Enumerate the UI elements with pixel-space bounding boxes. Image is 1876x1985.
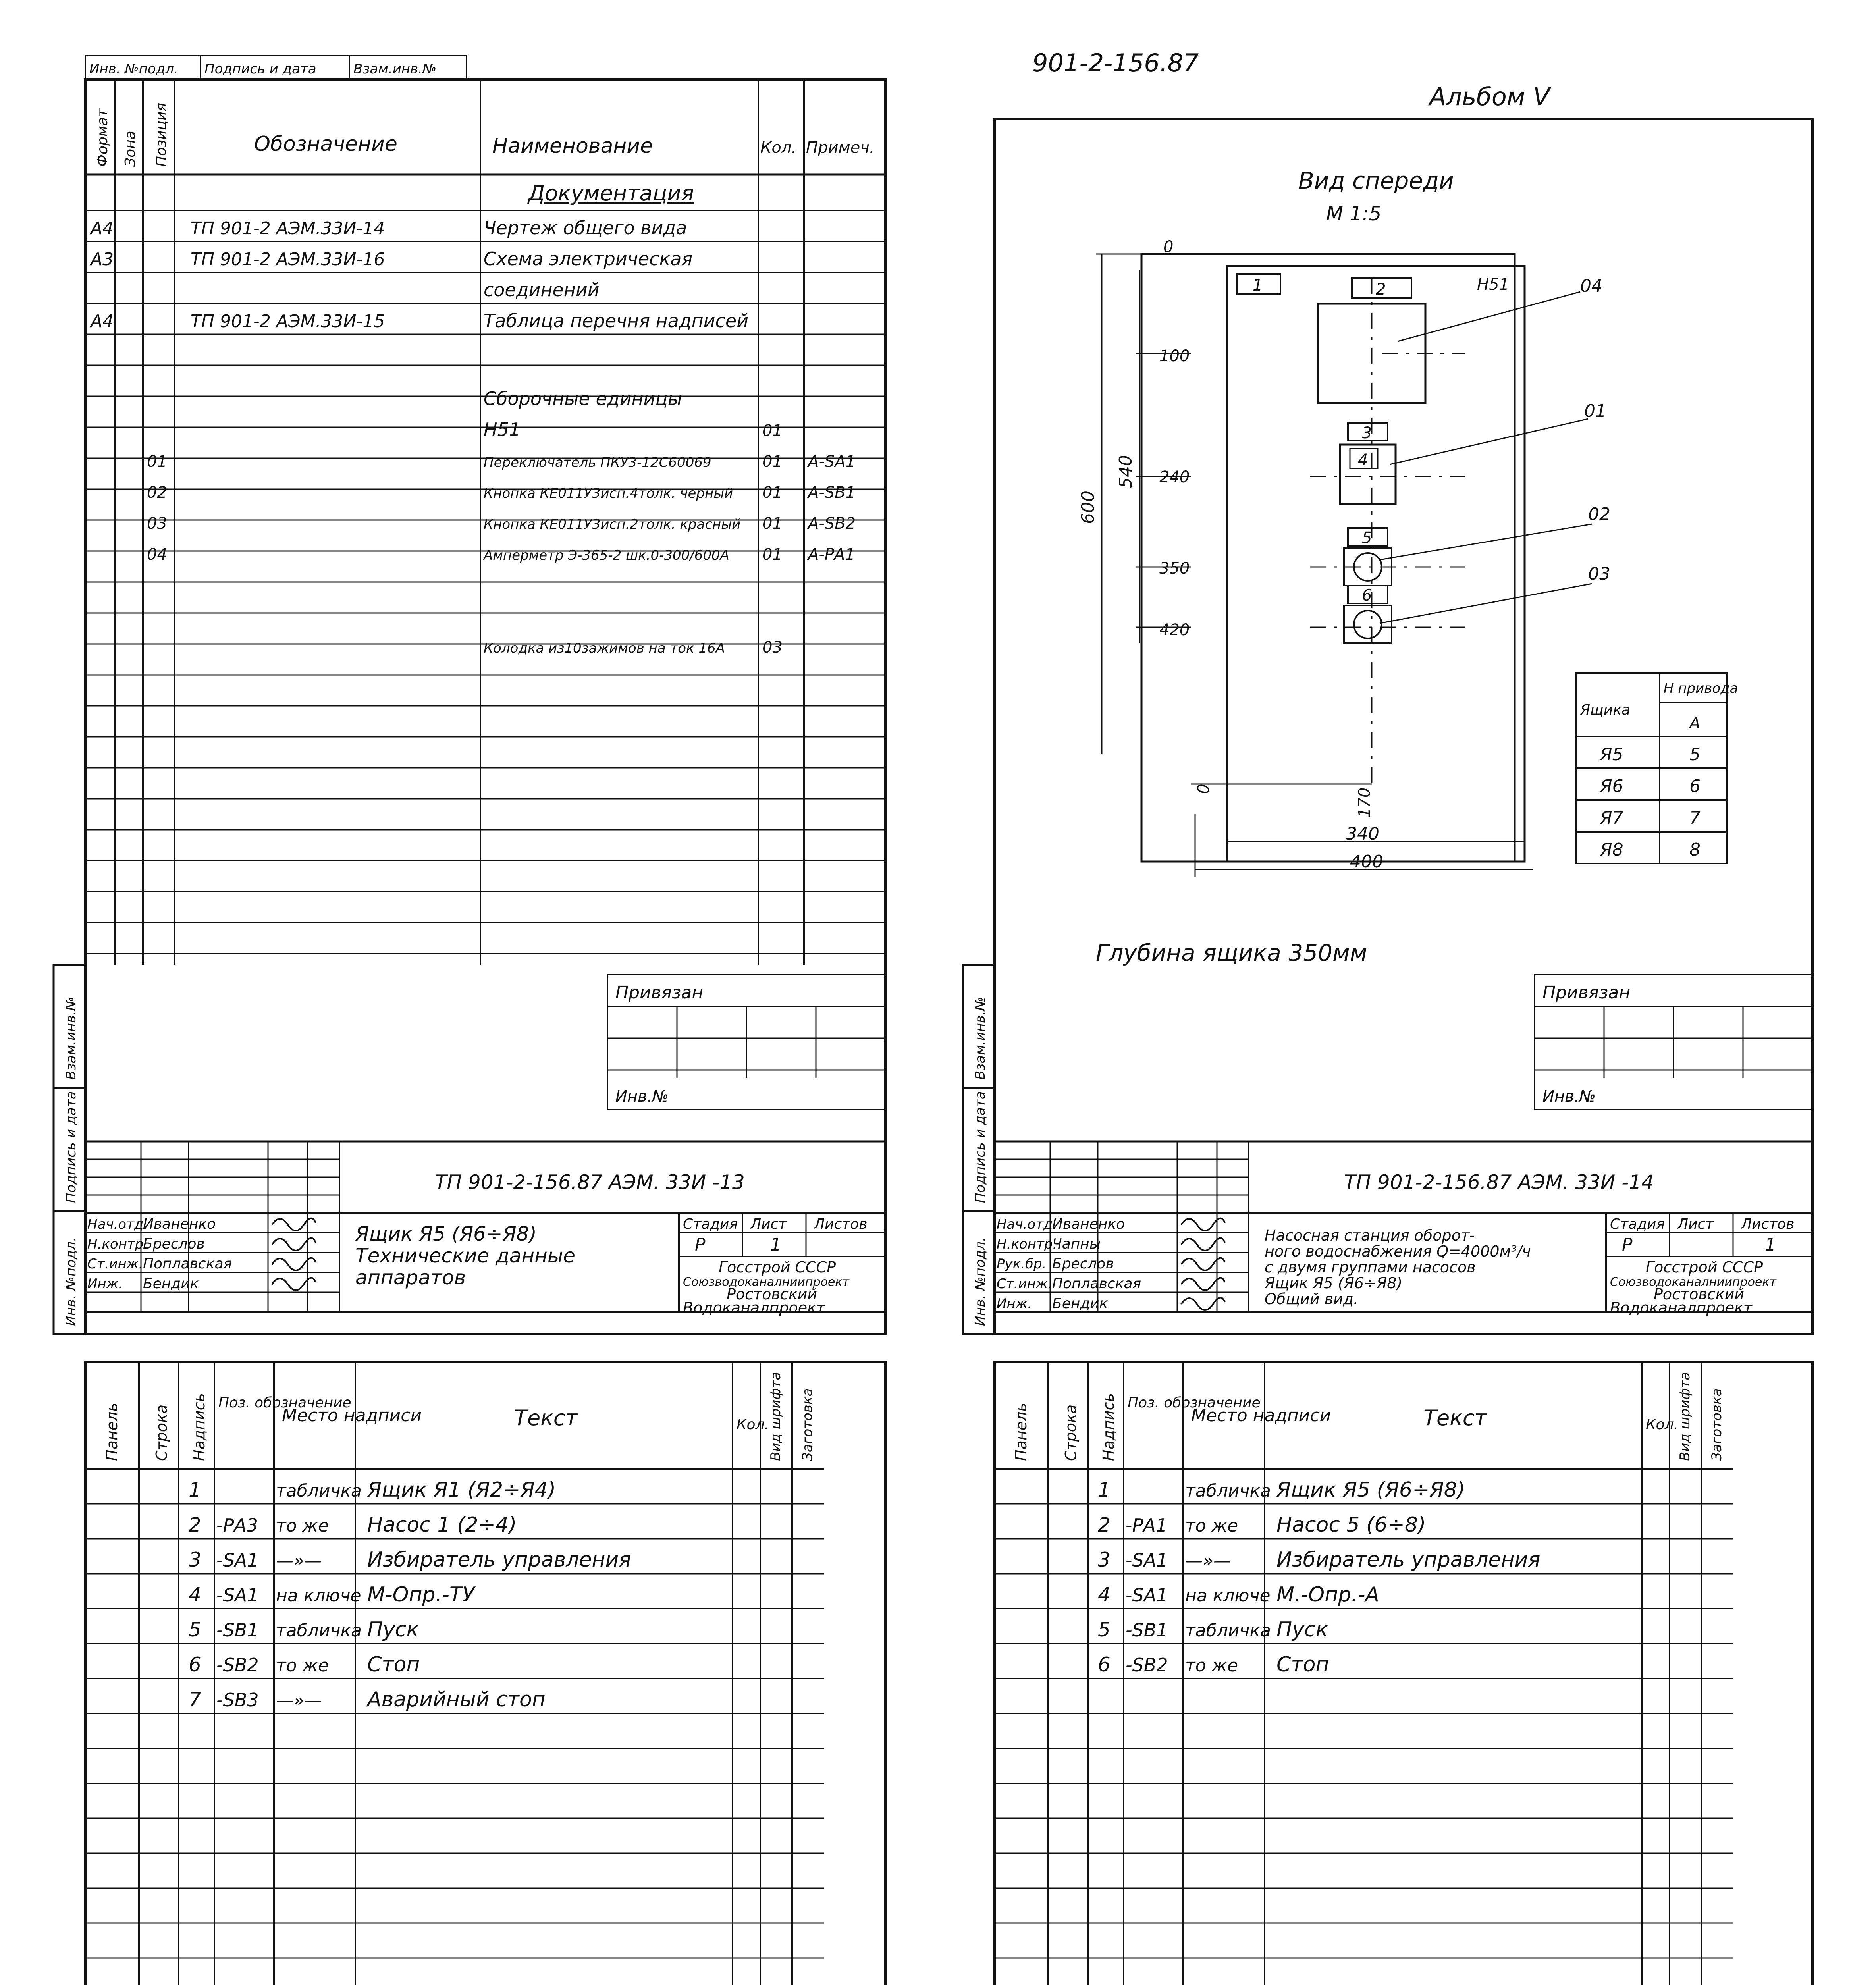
inscr-row-num: 1 [189, 1478, 201, 1501]
spec-row-name: Сборочные единицы [484, 388, 683, 409]
inscr-row-pos: -SB2 [216, 1654, 259, 1676]
person-name: Иваненко [143, 1216, 216, 1232]
inscr-row-place: —»— [276, 1690, 322, 1711]
org-line: Ростовский [727, 1285, 817, 1303]
inscr-row-place: на ключе [1185, 1586, 1271, 1606]
inscr-row-num: 4 [189, 1583, 201, 1606]
drive-table-drive: 6 [1689, 776, 1701, 796]
spec-hdr-name: Наименование [492, 134, 653, 158]
person-name: Бреслов [1052, 1256, 1114, 1272]
inscr-hdr-blank: Заготовка [1709, 1388, 1725, 1461]
person-name: Бендик [143, 1276, 199, 1292]
spec-row-designation: ТП 901-2 АЭМ.33И-14 [191, 218, 385, 239]
spec-row-qty: 01 [762, 453, 783, 471]
inv-label: Инв.№ [1542, 1087, 1596, 1106]
inscr-row-num: 3 [189, 1548, 201, 1571]
spec-row-note: А-SB2 [808, 515, 856, 533]
spec-row-format: A3 [91, 249, 114, 270]
sheets-label: Листов [814, 1216, 868, 1232]
sheets-value: 1 [1765, 1235, 1776, 1255]
label-box-5-text: 5 [1362, 529, 1372, 547]
spec-row-note: А-SA1 [808, 453, 856, 471]
sheet-value: 1 [770, 1235, 781, 1255]
spec-hdr-format: Формат [94, 108, 111, 167]
signature [272, 1278, 316, 1290]
inscr-row-pos: -РА3 [216, 1515, 258, 1536]
drive-table-drive: 7 [1689, 808, 1701, 828]
inscr-row-text: Стоп [367, 1653, 420, 1677]
sheet-title-line: Ящик Я5 (Я6÷Я8) [355, 1222, 537, 1245]
inscr-row-place: на ключе [276, 1586, 361, 1606]
spec-row-name: Кнопка КЕ011У3исп.2толк. красный [484, 516, 741, 532]
org-line: Водоканалпроект [683, 1299, 825, 1316]
signature [1181, 1298, 1225, 1310]
spec-row-name: Амперметр Э-365-2 шк.0-300/600А [484, 547, 729, 563]
sheet-label: Лист [750, 1216, 787, 1232]
drive-table [1576, 673, 1738, 863]
sheet-title-line: Общий вид. [1265, 1290, 1359, 1308]
dim-170: 170 [1355, 787, 1374, 818]
inscr-row-place: —»— [276, 1551, 322, 1571]
person-role: Рук.бр. [997, 1256, 1047, 1272]
dim-240: 240 [1159, 468, 1190, 486]
inscr-left-sheet [85, 1362, 885, 1985]
sheet-title-line: ного водоснабжения Q=4000м³/ч [1265, 1243, 1531, 1260]
stage-value: Р [1622, 1235, 1633, 1255]
inscr-row-text: Насос 5 (6÷8) [1276, 1513, 1426, 1537]
spec-row-qty: 01 [762, 422, 783, 440]
dim-0-horizontal: 0 [1195, 784, 1213, 794]
person-role: Н.контр. [997, 1236, 1057, 1252]
drive-table-unit: А [1689, 714, 1701, 732]
drive-table-box: Я6 [1600, 776, 1623, 796]
spec-row-qty: 01 [762, 545, 783, 564]
inscr-hdr-blank: Заготовка [800, 1388, 816, 1461]
drive-table-col1: Ящика [1580, 702, 1631, 718]
stage-label: Стадия [1610, 1216, 1665, 1232]
sheet-title-line: Ящик Я5 (Я6÷Я8) [1265, 1274, 1403, 1292]
spec-row-qty: 01 [762, 484, 783, 502]
inscr-hdr-qty: Кол. [1646, 1416, 1679, 1433]
spec-row-pos: 03 [147, 515, 167, 533]
spec-row-designation: ТП 901-2 АЭМ.33И-16 [191, 249, 385, 270]
inscr-hdr-qty: Кол. [737, 1416, 769, 1433]
dim-100: 100 [1159, 347, 1190, 365]
inscr-hdr-text: Текст [514, 1405, 578, 1430]
signature [272, 1218, 316, 1231]
person-name: Поплавская [143, 1256, 232, 1272]
person-name: Бендик [1052, 1295, 1108, 1312]
spec-row-qty: 03 [762, 638, 783, 657]
inscr-row-place: то же [276, 1655, 329, 1676]
inscr-row-pos: -SA1 [216, 1549, 259, 1571]
inscr-row-text: Избиратель управления [367, 1548, 631, 1572]
signature [1181, 1278, 1225, 1290]
drive-table-col2: Н привода [1664, 680, 1738, 696]
margin-sign-label: Подпись и дата [972, 1091, 988, 1203]
enclosure-outer [1141, 254, 1515, 861]
spec-rows [89, 217, 856, 657]
inscr-row-text: Стоп [1276, 1653, 1329, 1677]
inscr-row-num: 6 [189, 1653, 201, 1676]
sheets-label: Листов [1741, 1216, 1795, 1232]
privyazan-label: Привязан [615, 983, 704, 1003]
top-inv-label: Инв. №подл. [89, 61, 178, 77]
dim-600: 600 [1078, 491, 1098, 524]
person-role: Ст.инж. [87, 1256, 143, 1272]
header-code: 901-2-156.87 [1032, 48, 1199, 77]
inscr-hdr-text: Текст [1423, 1405, 1487, 1430]
label-box-4-text: 4 [1358, 451, 1368, 469]
dim-400: 400 [1350, 852, 1383, 872]
inscr-row-num: 5 [1098, 1618, 1111, 1641]
margin-inv-label: Инв. №подл. [972, 1237, 988, 1326]
signature [1181, 1238, 1225, 1251]
inscr-row-text: Пуск [1276, 1618, 1328, 1642]
stage-label: Стадия [683, 1216, 738, 1232]
sheet-title-line: Технические данные [355, 1244, 576, 1267]
spec-row-designation: ТП 901-2 АЭМ.33И-15 [191, 311, 385, 331]
margin-replace-label: Взам.инв.№ [63, 996, 79, 1080]
person-name: Поплавская [1052, 1276, 1141, 1292]
person-role: Н.контр. [87, 1236, 148, 1252]
inscr-row-text: Насос 1 (2÷4) [367, 1513, 517, 1537]
person-role: Ст.инж. [997, 1276, 1053, 1292]
person-role: Нач.отд. [997, 1216, 1057, 1232]
inscr-hdr-row: Строка [153, 1404, 170, 1461]
spec-row-name: Переключатель ПКУ3-12С60069 [484, 455, 711, 470]
person-name: Иваненко [1052, 1216, 1125, 1232]
label-box-1-text: 1 [1253, 276, 1263, 295]
spec-row-format: A4 [91, 311, 114, 331]
title-block [995, 975, 1812, 1316]
sheet-title-line: аппаратов [355, 1266, 466, 1289]
inscr-row-place: то же [276, 1516, 329, 1536]
margin-sign-label: Подпись и дата [63, 1091, 79, 1203]
inscr-hdr-row: Строка [1062, 1404, 1080, 1461]
spec-row-name: Н51 [484, 419, 521, 440]
spec-hdr-designation: Обозначение [254, 132, 397, 156]
spec-row-name: соединений [484, 279, 600, 301]
signature [1181, 1258, 1225, 1270]
sheet-label: Лист [1677, 1216, 1714, 1232]
inscr-hdr-font: Вид шрифта [768, 1372, 784, 1461]
inscr-row-text: М.-Опр.-А [1276, 1583, 1379, 1607]
spec-section-docs: Документация [528, 181, 694, 206]
dim-420: 420 [1159, 621, 1190, 639]
sheet-title-line: Насосная станция оборот- [1265, 1227, 1475, 1244]
inscr-row-place: —»— [1185, 1551, 1231, 1571]
inscr-row-pos: -SA1 [1126, 1584, 1168, 1606]
spec-hdr-note: Примеч. [806, 139, 875, 157]
org-line: Ростовский [1654, 1285, 1745, 1303]
enclosure-door [1227, 266, 1525, 861]
drive-table-box: Я8 [1600, 840, 1623, 860]
inscr-row-pos: -РА1 [1126, 1515, 1168, 1536]
spec-row-pos: 02 [147, 484, 167, 502]
spec-row-qty: 01 [762, 515, 783, 533]
inscr-hdr-place: Место надписи [282, 1405, 422, 1426]
spec-row-pos: 01 [147, 453, 167, 471]
inscr-row-place: табличка [1185, 1481, 1271, 1501]
inscr-hdr-inscr: Надпись [1100, 1393, 1117, 1461]
person-role: Инж. [997, 1296, 1032, 1312]
signature [1181, 1218, 1225, 1231]
dim-0-top: 0 [1163, 238, 1174, 256]
depth-note: Глубина ящика 350мм [1096, 939, 1367, 966]
inscr-row-text: Ящик Я5 (Я6÷Я8) [1276, 1478, 1465, 1502]
top-margin-boxes [85, 56, 467, 79]
spec-row-format: A4 [91, 218, 114, 239]
label-box-3-text: 3 [1362, 424, 1372, 442]
spec-hdr-qty: Кол. [760, 139, 797, 157]
privyazan-label: Привязан [1542, 983, 1631, 1003]
inscr-row-text: М-Опр.-ТУ [367, 1583, 475, 1607]
spec-row-note: А-РА1 [808, 545, 855, 564]
inscr-row-place: табличка [276, 1481, 362, 1501]
inscr-row-pos: -SB1 [1126, 1619, 1168, 1641]
drive-table-drive: 8 [1689, 840, 1701, 860]
inscr-row-num: 2 [189, 1513, 201, 1536]
label-box-2-text: 2 [1376, 280, 1386, 299]
inscr-row-text: Аварийный стоп [367, 1688, 546, 1711]
inscr-row-place: то же [1185, 1516, 1238, 1536]
margin-inv-label: Инв. №подл. [63, 1237, 79, 1326]
callout-02: 02 [1588, 504, 1610, 524]
callout-04: 04 [1580, 276, 1602, 296]
inscr-hdr-pos: Поз. обозначение [1128, 1395, 1261, 1411]
inscr-row-num: 4 [1098, 1583, 1111, 1606]
margin-replace-label: Взам.инв.№ [972, 996, 988, 1080]
inscr-row-num: 2 [1098, 1513, 1111, 1536]
view-scale: М 1:5 [1326, 202, 1382, 225]
spec-row-pos: 04 [147, 545, 167, 564]
inscr-hdr-panel: Панель [103, 1403, 121, 1461]
spec-hdr-zone: Зона [122, 131, 139, 167]
person-name: Бреслов [143, 1236, 205, 1252]
inscr-hdr-inscr: Надпись [191, 1393, 208, 1461]
panel-label-h51: Н51 [1477, 276, 1509, 294]
stage-value: Р [695, 1235, 706, 1255]
dim-350: 350 [1159, 559, 1190, 578]
inscr-row-pos: -SB3 [216, 1689, 259, 1711]
album-label: Альбом V [1429, 82, 1550, 111]
dim-340: 340 [1346, 824, 1379, 844]
title-block [85, 975, 885, 1316]
signature [272, 1258, 316, 1270]
spec-row-name: Колодка из10зажимов на ток 16А [484, 640, 725, 656]
inscr-hdr-panel: Панель [1012, 1403, 1030, 1461]
drive-table-drive: 5 [1689, 744, 1701, 765]
org-line: Госстрой СССР [1646, 1258, 1763, 1276]
doc-code: ТП 901-2-156.87 АЭМ. 33И -14 [1344, 1171, 1654, 1194]
drive-table-box: Я7 [1600, 808, 1623, 828]
inscr-row-num: 1 [1098, 1478, 1111, 1501]
dim-540: 540 [1116, 455, 1136, 488]
inscr-right-sheet [995, 1362, 1812, 1985]
general-view-sheet [995, 119, 1812, 1334]
org-line: Госстрой СССР [719, 1258, 836, 1276]
spec-row-name: Таблица перечня надписей [484, 310, 749, 331]
signature [272, 1238, 316, 1251]
inscr-row-pos: -SB2 [1126, 1654, 1168, 1676]
inscr-hdr-pos: Поз. обозначение [218, 1395, 351, 1411]
inscr-row-pos: -SB1 [216, 1619, 259, 1641]
inscr-hdr-place: Место надписи [1191, 1405, 1331, 1426]
person-role: Инж. [87, 1276, 123, 1292]
person-role: Нач.отд. [87, 1216, 148, 1232]
spec-row-name: Кнопка КЕ011У3исп.4толк. черный [484, 486, 733, 501]
view-title: Вид спереди [1298, 167, 1454, 194]
inscr-row-place: табличка [276, 1621, 362, 1641]
inscr-row-pos: -SA1 [216, 1584, 259, 1606]
spec-row-name: Схема электрическая [484, 248, 693, 270]
inscr-row-place: табличка [1185, 1621, 1271, 1641]
spec-row-name: Чертеж общего вида [484, 217, 687, 239]
spec-sheet [85, 79, 885, 1334]
inscr-row-num: 3 [1098, 1548, 1111, 1571]
inscr-row-num: 5 [189, 1618, 201, 1641]
org-line: Союзводоканалниипроект [683, 1275, 849, 1289]
sheet-title-line: с двумя группами насосов [1265, 1258, 1476, 1276]
inscr-row-text: Пуск [367, 1618, 419, 1642]
drive-table-box: Я5 [1600, 744, 1623, 765]
callout-03: 03 [1588, 564, 1610, 584]
top-replace-label: Взам.инв.№ [353, 61, 437, 77]
spec-row-note: А-SB1 [808, 484, 856, 502]
inscr-hdr-font: Вид шрифта [1677, 1372, 1693, 1461]
callout-01: 01 [1584, 401, 1606, 421]
org-line: Союзводоканалниипроект [1610, 1275, 1776, 1289]
inscr-row-num: 6 [1098, 1653, 1111, 1676]
label-box-6-text: 6 [1362, 586, 1372, 605]
spec-hdr-pos: Позиция [153, 102, 170, 167]
inscr-row-text: Избиратель управления [1276, 1548, 1541, 1572]
top-sign-label: Подпись и дата [204, 61, 316, 77]
inscr-row-text: Ящик Я1 (Я2÷Я4) [367, 1478, 556, 1502]
inscr-row-num: 7 [189, 1688, 201, 1711]
inscr-row-place: то же [1185, 1655, 1238, 1676]
inv-label: Инв.№ [615, 1087, 669, 1106]
doc-code: ТП 901-2-156.87 АЭМ. 33И -13 [435, 1171, 745, 1194]
org-line: Водоканалпроект [1610, 1299, 1753, 1316]
person-name: Чапны [1052, 1236, 1101, 1252]
inscr-row-pos: -SA1 [1126, 1549, 1168, 1571]
